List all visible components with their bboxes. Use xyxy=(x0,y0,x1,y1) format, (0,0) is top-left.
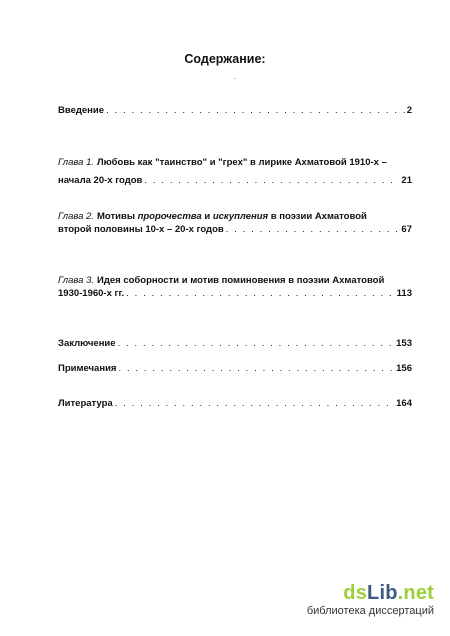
chapter-prefix: Глава 2. xyxy=(58,211,94,222)
toc-entry-chapter-3[interactable] xyxy=(58,274,412,300)
page-number: 21 xyxy=(401,175,412,186)
dot-leader xyxy=(126,287,395,300)
toc-entry-intro[interactable] xyxy=(58,104,412,117)
toc-label: Заключение xyxy=(58,338,116,349)
dot-leader xyxy=(118,362,394,375)
page-number: 67 xyxy=(401,224,412,235)
page-title: Содержание: xyxy=(184,52,266,66)
toc-label-continued: начала 20-х годов xyxy=(58,175,143,186)
page-number: 164 xyxy=(396,398,412,409)
toc-label-continued: второй половины 10-х – 20-х годов xyxy=(58,224,224,235)
watermark-logo[interactable] xyxy=(307,582,434,617)
toc-label-italic: искупления xyxy=(212,211,269,222)
dot-leader xyxy=(118,337,395,350)
toc-label: в поэзии Ахматовой xyxy=(270,211,367,222)
toc-entry-literature[interactable] xyxy=(58,397,412,410)
toc-label: Литература xyxy=(58,398,113,409)
chapter-prefix: Глава 3. xyxy=(58,275,94,286)
toc-label: Любовь как "таинство" и "грех" в лирике Ахматовой 1910-х – xyxy=(97,157,387,168)
dot-leader xyxy=(144,174,399,187)
scan-speck xyxy=(234,78,236,79)
toc-label-italic: пророчества xyxy=(137,211,202,222)
toc-entry-notes[interactable] xyxy=(58,362,412,375)
page-number: 113 xyxy=(396,288,412,299)
dot-leader xyxy=(106,104,405,117)
page-number: 2 xyxy=(406,105,412,116)
dot-leader xyxy=(115,397,394,410)
page-number: 156 xyxy=(396,363,412,374)
dot-leader xyxy=(226,223,400,236)
toc-label: Примечания xyxy=(58,363,117,374)
toc-label-continued: 1930-1960-х гг. xyxy=(58,288,125,299)
toc-label: Идея соборности и мотив поминовения в поэзии Ахматовой xyxy=(97,275,385,286)
logo-subtitle: библиотека диссертаций xyxy=(306,605,434,617)
toc-label: Мотивы xyxy=(97,211,135,222)
toc-label: Введение xyxy=(58,105,105,116)
chapter-prefix: Глава 1. xyxy=(58,157,94,168)
page-number: 153 xyxy=(396,338,412,349)
toc-entry-chapter-2[interactable] xyxy=(58,210,412,236)
toc-entry-chapter-1[interactable] xyxy=(58,156,412,187)
toc-label: и xyxy=(204,211,211,222)
toc-entry-conclusion[interactable] xyxy=(58,337,412,350)
logo-wordmark: dsLib.net xyxy=(343,582,434,604)
